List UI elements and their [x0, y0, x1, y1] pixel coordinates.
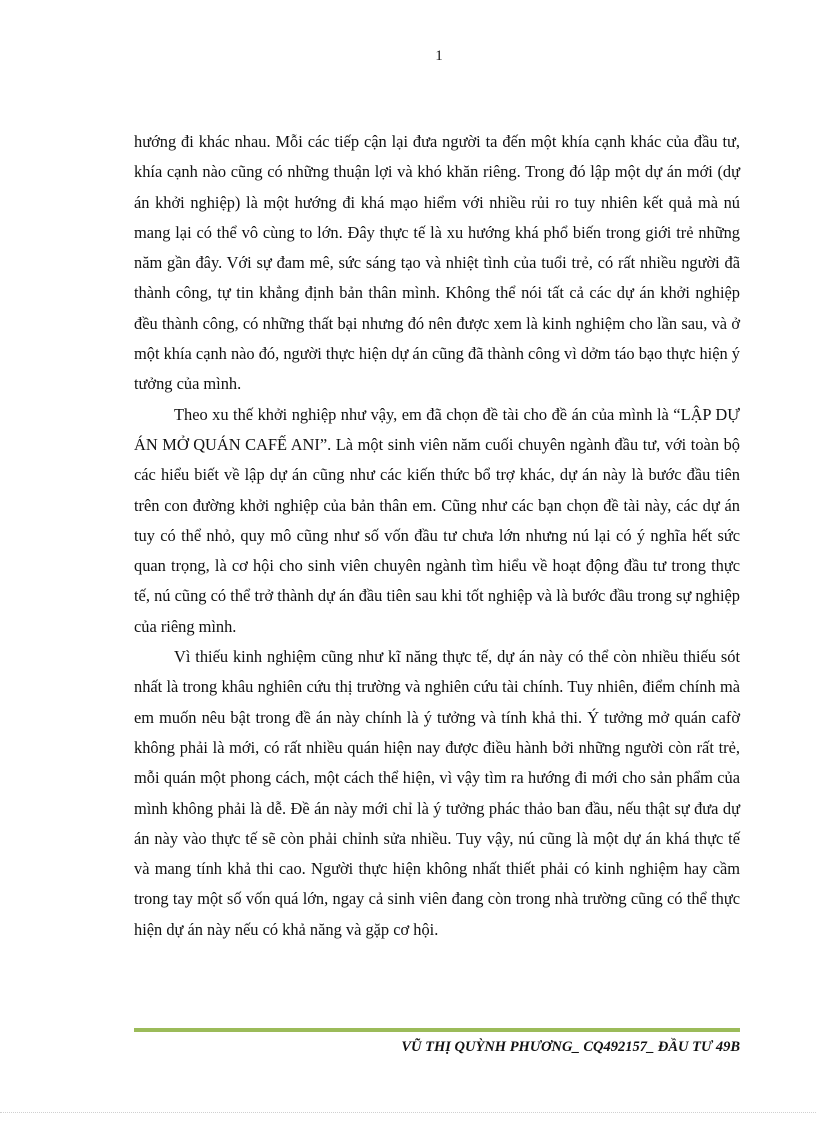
- footer-rule: [134, 1028, 740, 1032]
- paragraph-2: Theo xu thế khởi nghiệp như vậy, em đã chọn đề tài cho đề án của mình là “LẬP DỰ ÁN MỞ QUÁN CAFẾ ANI”. Là một sinh viên năm cuối chuyên ngành đầu tư, với toàn bộ các hiểu biết về lập dự án cũng như các kiến thức bổ trợ khác, dự án này là bước đầu tiên trên con đường khởi nghiệp của bản thân em. Cũng như các bạn chọn đề tài này, các dự án tuy có thể nhỏ, quy mô cũng như số vốn đầu tư chưa lớn nhưng nú lại có ý nghĩa hết sức quan trọng, là cơ hội cho sinh viên chuyên ngành tìm hiểu về hoạt động đầu tư trong thực tế, nú cũng có thể trở thành dự án đầu tiên sau khi tốt nghiệp và là bước đầu trong sự nghiệp của riêng mình.: [134, 404, 740, 636]
- paragraph-3: Vì thiếu kinh nghiệm cũng như kĩ năng thực tế, dự án này có thể còn nhiều thiếu sót nhất là trong khâu nghiên cứu thị trường và nghiên cứu tài chính. Tuy nhiên, điểm chính mà em muốn nêu bật trong đề án này chính là ý tưởng và tính khả thi. Ý tưởng mở quán cafờ không phải là mới, có rất nhiều quán hiện nay được điều hành bởi những người còn rất trẻ, mỗi quán một phong cách, một cách thể hiện, vì vậy tìm ra hướng đi mới cho sản phẩm của mình không phải là dễ. Đề án này mới chỉ là ý tưởng phác thảo ban đầu, nếu thật sự đưa dự án này vào thực tế sẽ còn phải chỉnh sửa nhiều. Tuy vậy, nú cũng là một dự án khá thực tế và mang tính khả thi cao. Người thực hiện không nhất thiết phải có kinh nghiệm hay cầm trong tay một số vốn quá lớn, ngay cả sinh viên đang còn trong nhà trường cũng có thể thực hiện dự án này nếu có khả năng và gặp cơ hội.: [134, 647, 740, 939]
- paragraph-1: hướng đi khác nhau. Mỗi các tiếp cận lại đưa người ta đến một khía cạnh khác của đầu tư, khía cạnh nào cũng có những thuận lợi và khó khăn riêng. Trong đó lập một dự án mới (dự án khởi nghiệp) là một hướng đi khá mạo hiểm với nhiều rủi ro tuy nhiên kết quả mà nú mang lại có thể vô cùng to lớn. Đây thực tế là xu hướng khá phổ biến trong giới trẻ những năm gần đây. Với sự đam mê, sức sáng tạo và nhiệt tình của tuổi trẻ, có rất nhiều người đã thành công, tự tin khẳng định bản thân mình. Không thể nói tất cả các dự án khởi nghiệp đều thành công, có những thất bại nhưng đó nên được xem là kinh nghiệm cho lần sau, và ở một khía cạnh nào đó, người thực hiện dự án cũng đã thành công vì dởm táo bạo thực hiện ý tưởng của mình.: [134, 132, 740, 394]
- page-number: 1: [435, 48, 443, 64]
- page-edge: [0, 1112, 816, 1113]
- body-text: [134, 127, 740, 945]
- footer-text: VŨ THỊ QUỲNH PHƯƠNG_ CQ492157_ ĐẦU TƯ 49B: [401, 1039, 740, 1055]
